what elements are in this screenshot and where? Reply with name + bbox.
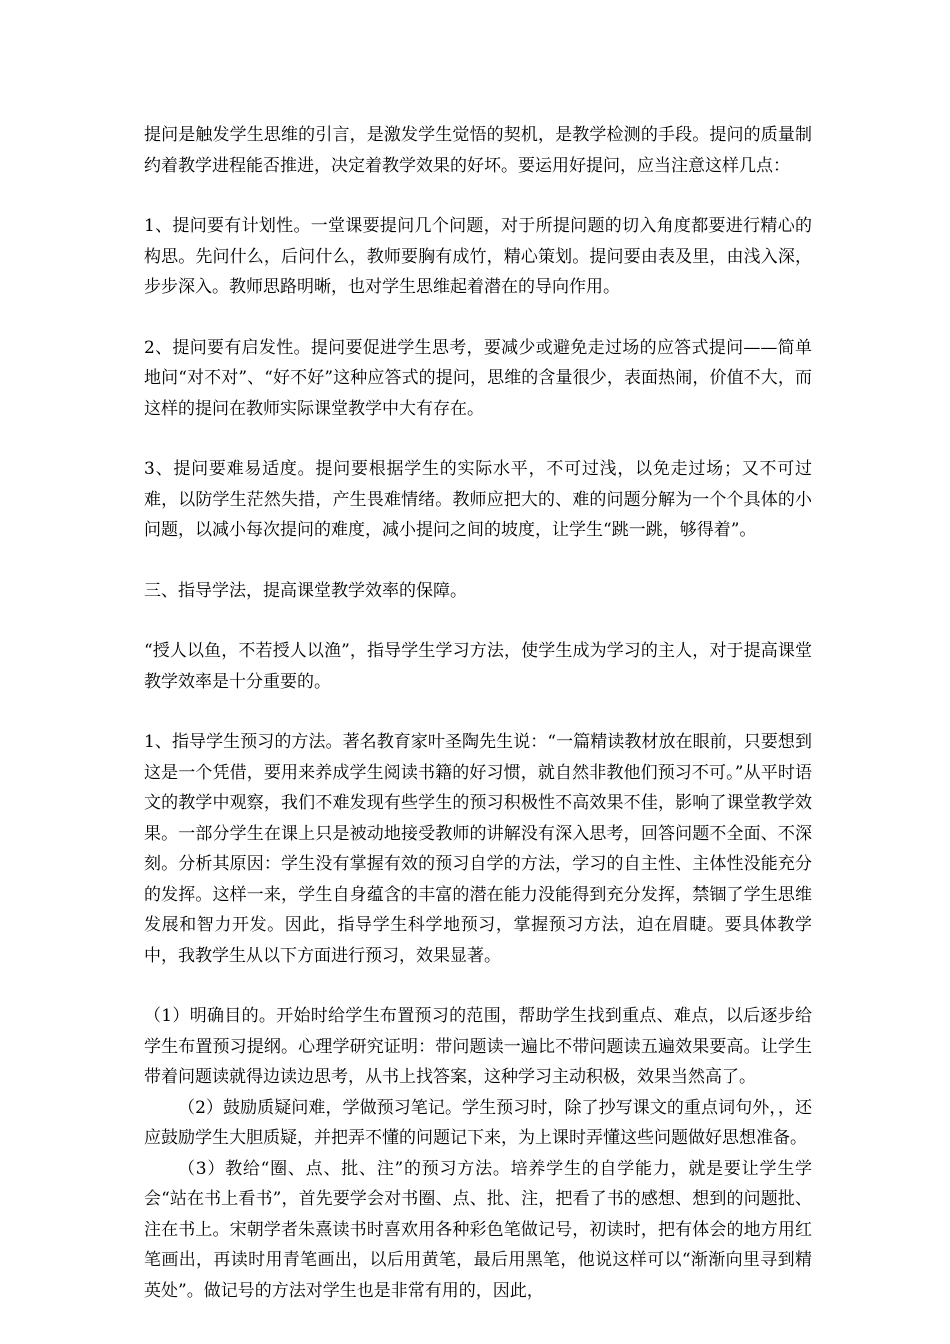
paragraph-gap	[144, 606, 812, 636]
sub-point-2-paragraph: （2）鼓励质疑问难，学做预习笔记。学生预习时，除了抄写课文的重点词句外，，还应鼓励学生大胆质疑，并把弄不懂的问题记下来，为上课时弄懂这些问题做好思想准备。	[144, 1097, 812, 1148]
preview-method-paragraph: 1、指导学生预习的方法。著名教育家叶圣陶先生说：“一篇精读教材放在眼前，只要想到这是一个凭借，要用来养成学生阅读书籍的好习惯，就自然非教他们预习不可。”从平时语文的教学中观察，我们不难发现有些学生的预习积极性不高效果不佳，影响了课堂教学效果。一部分学生在课上只是被动地接受教师的讲解没有深入思考，回答问题不全面、不深刻。分析其原因：学生没有掌握有效的预习自学的方法，学习的自主性、主体性没能充分的发挥。这样一来，学生自身蕴含的丰富的潜在能力没能得到充分发挥，禁锢了学生思维发展和智力开发。因此，指导学生科学地预习，掌握预习方法，迫在眉睫。要具体教学中，我教学生从以下方面进行预习，效果显著。	[144, 732, 812, 966]
paragraph-gap	[144, 697, 812, 727]
paragraph-gap	[144, 181, 812, 211]
intro-paragraph: 提问是触发学生思维的引言，是激发学生觉悟的契机，是教学检测的手段。提问的质量制约着教学进程能否推进，决定着教学效果的好坏。要运用好提问，应当注意这样几点：	[144, 125, 812, 176]
point-1-planning-paragraph: 1、提问要有计划性。一堂课要提问几个问题，对于所提问题的切入角度都要进行精心的构思。先问什么，后问什么，教师要胸有成竹，精心策划。提问要由表及里，由浅入深，步步深入。教师思路明晰，也对学生思维起着潜在的导向作用。	[144, 216, 812, 297]
document-body	[144, 120, 812, 1306]
sub-point-1-paragraph: （1）明确目的。开始时给学生布置预习的范围，帮助学生找到重点、难点，以后逐步给学生布置预习提纲。心理学研究证明：带问题读一遍比不带问题读五遍效果要高。让学生带着问题读就得边读边思考，从书上找答案，这种学习主动积极，效果当然高了。	[144, 1006, 812, 1087]
paragraph-gap	[144, 424, 812, 454]
sub-point-3-paragraph: （3）教给“圈、点、批、注”的预习方法。培养学生的自学能力，就是要让学生学会“站在书上看书”，首先要学会对书圈、点、批、注，把看了书的感想、想到的问题批、注在书上。宋朝学者朱熹读书时喜欢用各种彩色笔做记号，初读时，把有体会的地方用红笔画出，再读时用青笔画出，以后用黄笔，最后用黑笔，他说这样可以“渐渐向里寻到精英处”。做记号的方法对学生也是非常有用的，因此，	[144, 1158, 812, 1301]
section-three-heading: 三、指导学法，提高课堂教学效率的保障。	[144, 580, 467, 601]
fishing-proverb-paragraph: “授人以鱼，不若授人以渔”，指导学生学习方法，使学生成为学习的主人，对于提高课堂教学效率是十分重要的。	[144, 641, 812, 692]
paragraph-gap	[144, 303, 812, 333]
paragraph-gap	[144, 546, 812, 576]
point-2-inspiration-paragraph: 2、提问要有启发性。提问要促进学生思考，要减少或避免走过场的应答式提问——简单地问“对不对”、“好不好”这种应答式的提问，思维的含量很少，表面热闹，价值不大，而这样的提问在教师实际课堂教学中大有存在。	[144, 337, 812, 419]
point-3-difficulty-paragraph: 3、提问要难易适度。提问要根据学生的实际水平，不可过浅，以免走过场；又不可过难，以防学生茫然失措，产生畏难情绪。教师应把大的、难的问题分解为一个个具体的小问题，以减小每次提问的难度，减小提问之间的坡度，让学生“跳一跳，够得着”。	[144, 459, 812, 540]
paragraph-gap	[144, 971, 812, 1001]
